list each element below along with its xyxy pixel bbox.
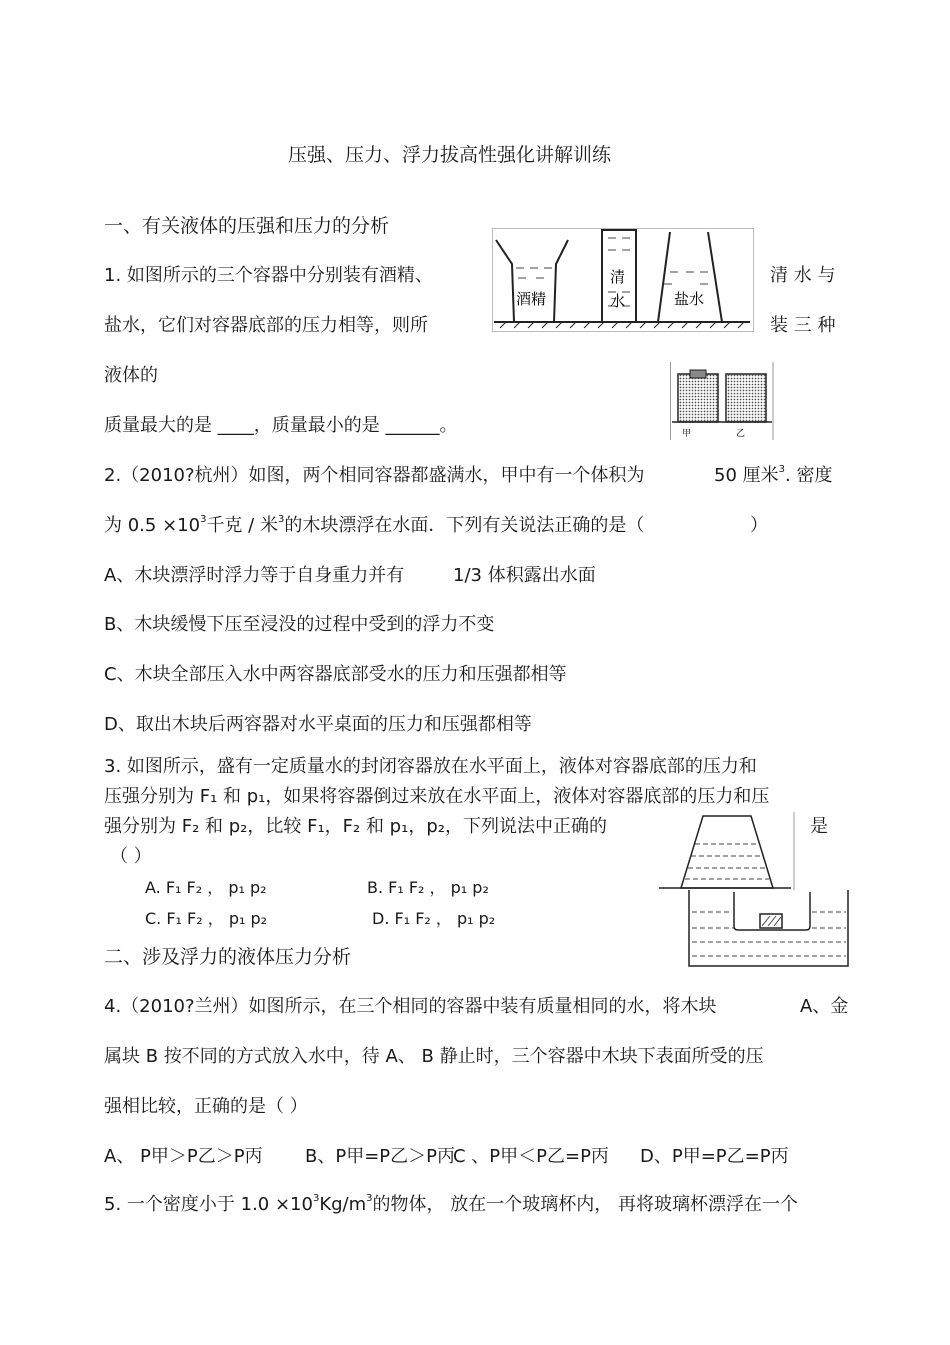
question-4-option-b: B、P甲=P乙＞P丙 [305, 1146, 455, 1167]
question-3-option-a: A. F₁ F₂ ， p₁ p₂ [145, 878, 267, 897]
q5-exponent-2: 3 [366, 1193, 373, 1204]
question-3-line-4: （ ） [110, 846, 152, 867]
question-5-lead: 5. 一个密度小于 1.0 ×10 [104, 1194, 313, 1215]
question-4-option-c: C 、P甲＜P乙=P丙 [453, 1146, 609, 1167]
density-exponent: 3 [200, 514, 207, 525]
density-label: . 密度 [785, 465, 833, 486]
trapezoid-container-figure [655, 812, 795, 890]
question-3-line-2: 压强分别为 F₁ 和 p₁，如果将容器倒过来放在水平面上，液体对容器底部的压力和压 [104, 786, 770, 807]
q5-exponent-1: 3 [312, 1193, 320, 1204]
question-1-line-2: 盐水，它们对容器底部的压力相等，则所 [104, 315, 428, 336]
volume-exponent: 3 [778, 464, 786, 475]
label-salt-water: 盐水 [674, 290, 705, 308]
question-2-line-2 [104, 514, 645, 536]
question-1-line-4: 质量最大的是 ____，质量最小的是 ______。 [104, 415, 458, 436]
question-3-option-d: D. F₁ F₂ ， p₁ p₂ [372, 909, 496, 928]
question-1-line-2-right: 装 三 种 [770, 315, 836, 336]
question-4-line-2: 属块 B 按不同的方式放入水中，待 A、 B 静止时，三个容器中木块下表面所受的压 [104, 1046, 764, 1067]
question-2-paren-close: ） [750, 515, 768, 536]
label-jia: 甲 [682, 429, 692, 439]
question-4-option-d: D、P甲=P乙=P丙 [640, 1146, 789, 1167]
two-containers-figure [670, 362, 774, 440]
question-2-option-a-text: A、木块漂浮时浮力等于自身重力并有 [104, 565, 405, 586]
question-5-line-1 [104, 1193, 798, 1215]
question-5-stem: 的物体， 放在一个玻璃杯内， 再将玻璃杯漂浮在一个 [372, 1194, 798, 1215]
question-3-line-1: 3. 如图所示，盛有一定质量水的封闭容器放在水平面上，液体对容器底部的压力和 [104, 756, 757, 777]
question-4-line-3: 强相比较，正确的是（ ） [104, 1096, 308, 1117]
question-2-option-c: C、木块全部压入水中两容器底部受水的压力和压强都相等 [104, 664, 567, 685]
question-2-option-a [104, 567, 404, 585]
label-water-2: 水 [610, 292, 626, 310]
question-3-line-3-right: 是 [810, 816, 828, 837]
cup-in-water-figure [686, 888, 852, 968]
q5-unit: Kg/m [319, 1194, 367, 1215]
volume-value: 50 厘米 [714, 465, 779, 486]
label-water-1: 清 [610, 268, 626, 286]
question-1-line-1: 1. 如图所示的三个容器中分别装有酒精、 [104, 265, 433, 286]
question-2-line-1-text: 2.（2010?杭州）如图，两个相同容器都盛满水，甲中有一个体积为 [104, 465, 645, 486]
density-unit: 千克 / 米 [206, 515, 278, 536]
question-2-option-a-tail: 1/3 体积露出水面 [453, 565, 596, 586]
question-4-option-a: A、 P甲＞P乙＞P丙 [104, 1146, 263, 1167]
density-unit-exponent: 3 [277, 514, 285, 525]
question-2-option-b: B、木块缓慢下压至浸没的过程中受到的浮力不变 [104, 614, 495, 635]
question-4-line-1: 4.（2010?兰州）如图所示，在三个相同的容器中装有质量相同的水，将木块 [104, 996, 717, 1017]
section-heading-1: 一、有关液体的压强和压力的分析 [104, 215, 390, 237]
label-yi: 乙 [736, 429, 746, 439]
question-3-line-3: 强分别为 F₂ 和 p₂，比较 F₁，F₂ 和 p₁，p₂，下列说法中正确的 [104, 816, 607, 837]
density-value: 为 0.5 ×10 [104, 515, 201, 536]
question-1-line-1-right: 清 水 与 [770, 265, 836, 286]
three-containers-figure [492, 228, 754, 332]
question-1-line-3: 液体的 [104, 365, 158, 386]
question-2-option-d: D、取出木块后两容器对水平桌面的压力和压强都相等 [104, 714, 532, 735]
page-title: 压强、压力、浮力拔高性强化讲解训练 [288, 144, 612, 166]
question-2-line-1 [104, 467, 645, 485]
label-alcohol: 酒精 [516, 290, 547, 308]
section-heading-2: 二、涉及浮力的液体压力分析 [104, 946, 352, 968]
question-3-option-b: B. F₁ F₂ ， p₁ p₂ [367, 878, 489, 897]
question-2-stem: 的木块漂浮在水面．下列有关说法正确的是（ [284, 515, 645, 536]
question-4-line-1-right: A、金 [800, 996, 849, 1017]
question-3-option-c: C. F₁ F₂ ， p₁ p₂ [145, 909, 268, 928]
question-2-line-1-volume [714, 464, 833, 486]
